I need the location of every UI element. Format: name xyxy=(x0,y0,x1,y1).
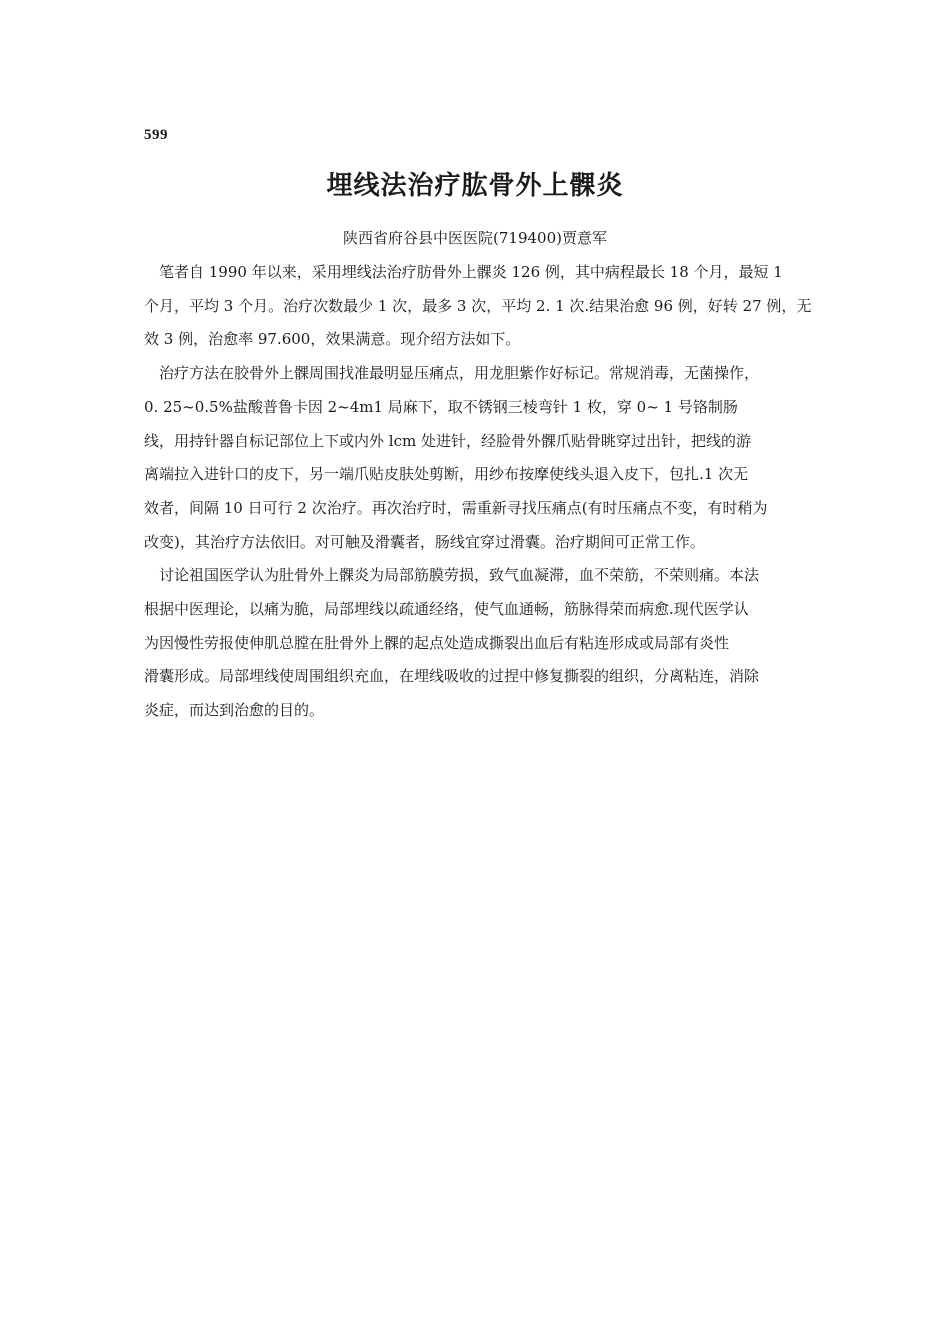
text-line: 根据中医理论，以痛为脆，局部埋线以疏通经络，使气血通畅，筋脉得荣而病愈.现代医学认 xyxy=(144,600,749,619)
text-line: 0. 25~0.5%盐酸普鲁卡因 2~4m1 局麻下，取不锈钢三棱弯针 1 枚，穿 0~ 1 号铬制肠 xyxy=(144,397,738,416)
text-line: 改变)，其治疗方法依旧。对可触及滑囊者，肠线宜穿过滑囊。治疗期间可正常工作。 xyxy=(144,532,705,551)
text-line: 炎症，而达到治愈的目的。 xyxy=(144,701,325,720)
text-line: 效 3 例，治愈率 97.600，效果满意。现介绍方法如下。 xyxy=(144,330,521,349)
text-line: 为因慢性劳报使伸肌总膛在肚骨外上髁的起点处造成撕裂出血后有粘连形成或局部有炎性 xyxy=(144,633,730,652)
text-line: 线，用持针器自标记部位上下或内外 lcm 处进针，经脸骨外髁爪贴骨眺穿过出针，把线的游 xyxy=(144,431,751,450)
text-line: 效者，间隔 10 日可行 2 次治疗。再次治疗时，需重新寻找压痛点(有时压痛点不变，有时稍为 xyxy=(144,498,768,517)
article-body xyxy=(144,256,810,728)
article-title: 埋线法治疗肱骨外上髁炎 xyxy=(326,171,624,201)
text-line: 治疗方法在胶骨外上髁周围找准最明显压痛点，用龙胆紫作好标记。常规消毒，无菌操作， xyxy=(159,364,760,383)
text-line: 离端拉入进针口的皮下，另一端爪贴皮肤处剪断，用纱布按摩使线头退入皮下，包扎.1 次无 xyxy=(144,465,749,484)
text-line: 滑囊形成。局部埋线使周围组织充血，在埋线吸收的过捏中修复撕裂的组织，分离粘连，消除 xyxy=(144,667,760,686)
paragraph-intro xyxy=(144,256,810,357)
text-line: 个月，平均 3 个月。治疗次数最少 1 次，最多 3 次，平均 2. 1 次.结果治愈 96 例，好转 27 例，无 xyxy=(144,296,812,315)
author-affiliation: 陕西省府谷县中医医院(719400)贾意军 xyxy=(343,229,607,247)
page-number: 599 xyxy=(144,127,168,143)
text-line: 笔者自 1990 年以来，采用埋线法治疗肪骨外上髁炎 126 例，其中病程最长 18 个月，最短 1 xyxy=(159,263,783,281)
text-line: 讨论祖国医学认为肚骨外上髁炎为局部筋膜劳损，致气血凝滞，血不荣筋，不荣则痛。本法 xyxy=(159,566,760,585)
paragraph-discussion xyxy=(144,559,810,728)
paragraph-method xyxy=(144,357,810,559)
